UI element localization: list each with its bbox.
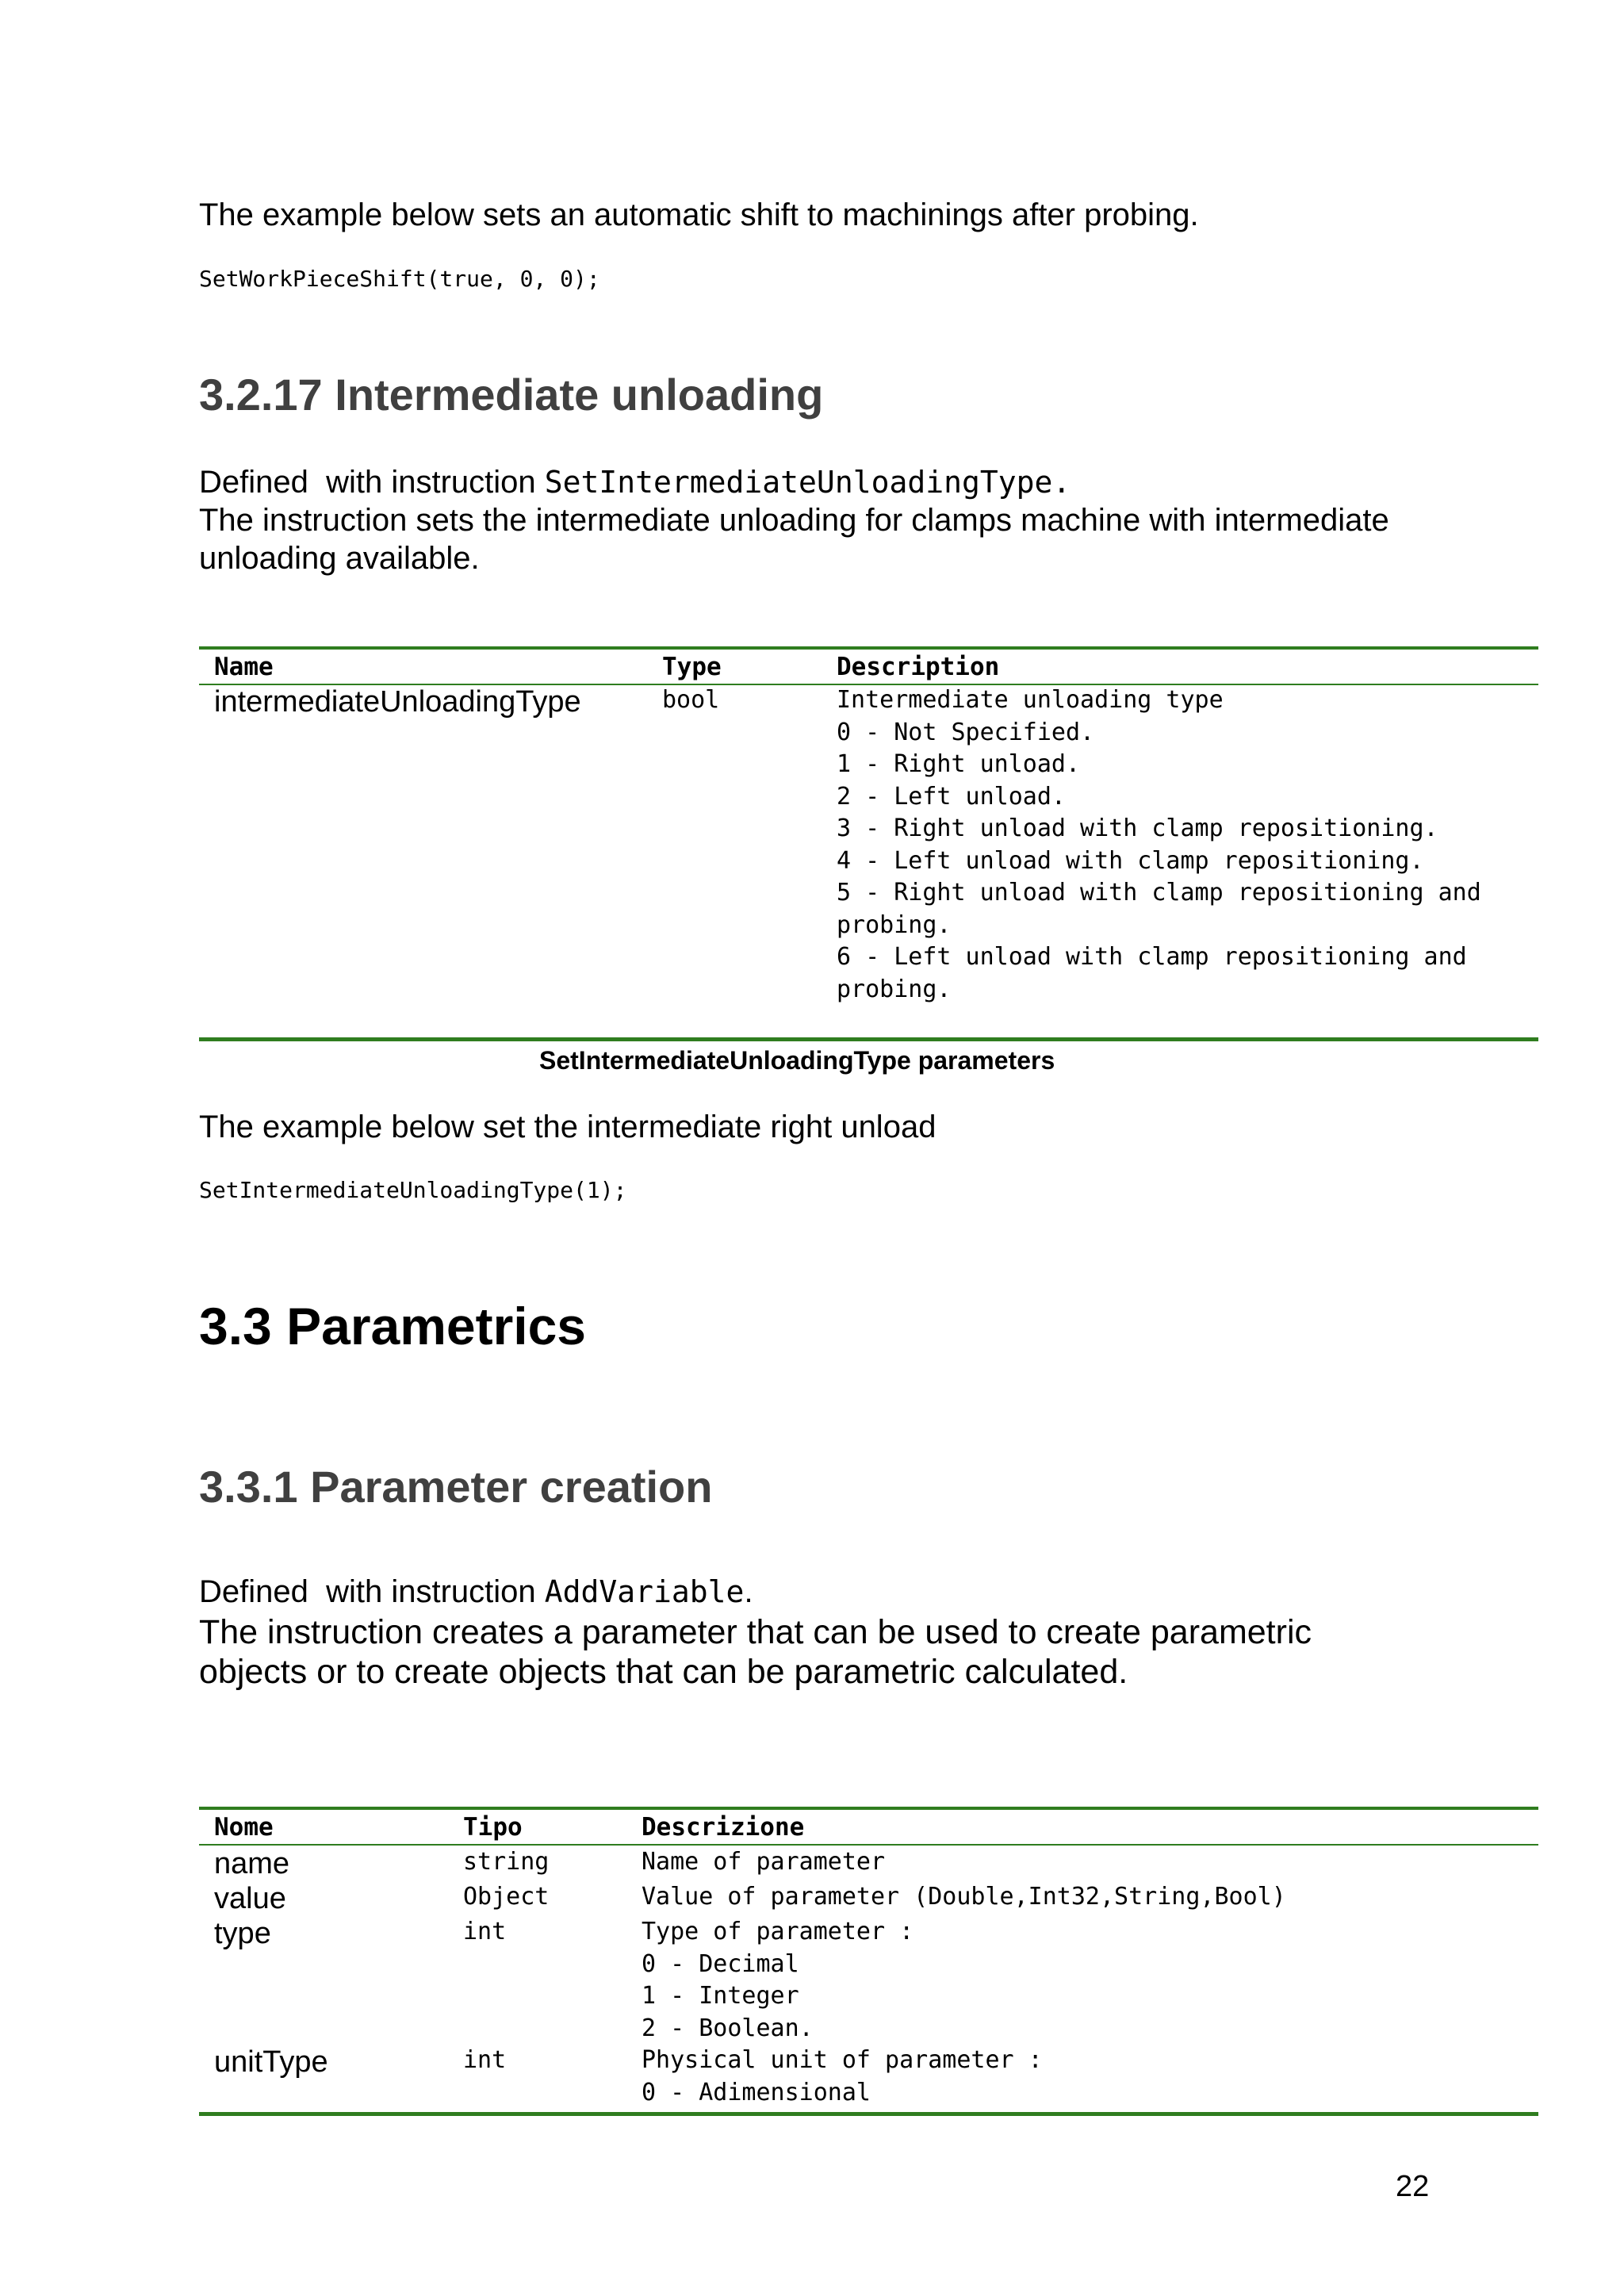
defined-prefix: Defined with instruction — [199, 465, 545, 500]
column-header-nome: Nome — [214, 1813, 274, 1842]
code-example-unloading: SetIntermediateUnloadingType(1); — [199, 1177, 627, 1203]
section-description-line2: unloading available. — [199, 541, 480, 576]
table-top-rule — [199, 646, 1538, 650]
description-line: Name of parameter — [642, 1848, 886, 1876]
description-line: 2 - Left unload. — [837, 782, 1066, 811]
param-type: bool — [662, 686, 720, 714]
section-description-line1: The instruction sets the intermediate unloading for clamps machine with intermediate — [199, 503, 1389, 538]
column-header-descrizione: Descrizione — [642, 1813, 805, 1842]
param-description — [642, 1916, 914, 2045]
column-header-tipo: Tipo — [463, 1813, 523, 1842]
example-text: The example below set the intermediate right unload — [199, 1110, 936, 1144]
section-description-line1: The instruction creates a parameter that can be used to create parametric — [199, 1613, 1312, 1651]
table-caption: SetIntermediateUnloadingType parameters — [539, 1046, 1055, 1075]
intro-text: The example below sets an automatic shift to machinings after probing. — [199, 197, 1199, 232]
defined-suffix: . — [744, 1574, 753, 1609]
description-line: 0 - Decimal — [642, 1949, 799, 1978]
param-description — [642, 2045, 1043, 2109]
column-header-type: Type — [662, 653, 722, 681]
defined-with-line — [199, 463, 1071, 501]
defined-with-line — [199, 1573, 753, 1611]
description-line: Intermediate unloading type — [837, 686, 1224, 714]
param-name: intermediateUnloadingType — [214, 685, 581, 719]
description-line: probing. — [837, 975, 952, 1003]
param-type: string — [463, 1848, 550, 1876]
section-heading-3-3: 3.3 Parametrics — [199, 1297, 587, 1355]
description-line: 6 - Left unload with clamp repositioning and — [837, 943, 1467, 971]
description-line: probing. — [837, 910, 952, 939]
param-description — [837, 684, 1481, 1006]
param-name: name — [214, 1847, 290, 1880]
parameters-table-addvariable — [199, 1807, 1538, 2120]
description-line: 1 - Integer — [642, 1982, 799, 2010]
param-type: Object — [463, 1883, 550, 1911]
description-line: 3 - Right unload with clamp repositioning. — [837, 815, 1438, 842]
section-heading-3-2-17: 3.2.17 Intermediate unloading — [199, 370, 824, 420]
section-heading-3-3-1: 3.3.1 Parameter creation — [199, 1462, 713, 1512]
description-line: 0 - Not Specified. — [837, 718, 1095, 746]
description-line: 1 - Right unload. — [837, 750, 1081, 778]
description-line: 2 - Boolean. — [642, 2014, 814, 2042]
description-line: 5 - Right unload with clamp repositioning and — [837, 879, 1481, 907]
param-name: type — [214, 1917, 271, 1950]
description-line: Physical unit of parameter : — [642, 2046, 1043, 2074]
defined-prefix: Defined with instruction — [199, 1574, 545, 1609]
description-line: Value of parameter (Double,Int32,String,Bool) — [642, 1883, 1286, 1911]
page-number: 22 — [1396, 2170, 1430, 2203]
parameters-table-unloading — [199, 646, 1538, 1043]
instruction-name: AddVariable — [544, 1574, 745, 1609]
instruction-name: SetIntermediateUnloadingType. — [544, 465, 1071, 500]
table-bottom-rule — [199, 2112, 1538, 2116]
description-line: 4 - Left unload with clamp repositioning. — [837, 846, 1424, 875]
code-example-shift: SetWorkPieceShift(true, 0, 0); — [199, 266, 600, 292]
section-description-line2: objects or to create objects that can be parametric calculated. — [199, 1653, 1128, 1691]
description-line: 0 - Adimensional — [642, 2078, 871, 2106]
column-header-description: Description — [837, 653, 1000, 681]
param-description — [642, 1846, 885, 1879]
param-description — [642, 1881, 1286, 1914]
param-name: value — [214, 1882, 286, 1915]
table-top-rule — [199, 1807, 1538, 1810]
param-type: int — [463, 1918, 507, 1945]
table-bottom-rule — [199, 1037, 1538, 1041]
param-name: unitType — [214, 2045, 328, 2079]
column-header-name: Name — [214, 653, 274, 681]
param-type: int — [463, 2046, 507, 2074]
table-header-rule — [199, 1844, 1538, 1846]
description-line: Type of parameter : — [642, 1918, 914, 1945]
